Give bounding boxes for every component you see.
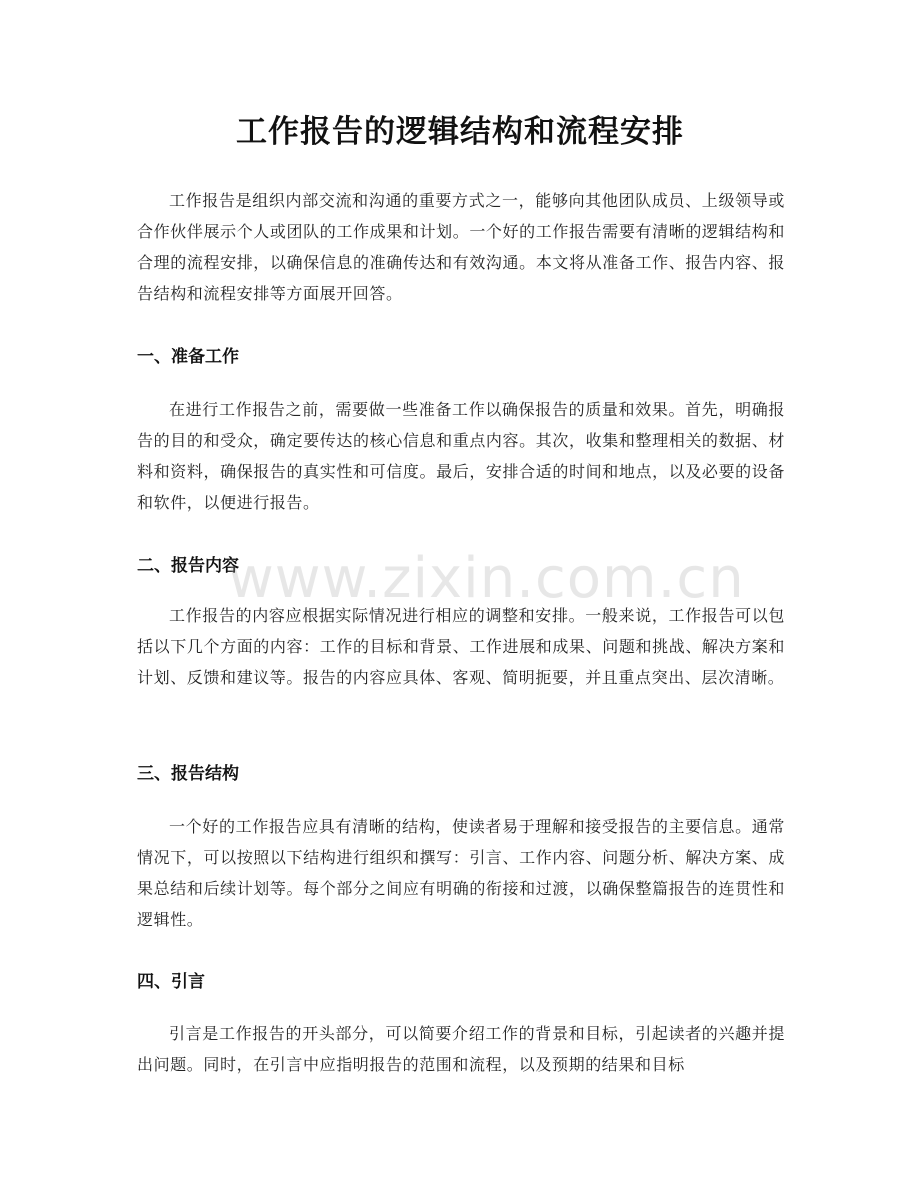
section-body-preparation: 在进行工作报告之前，需要做一些准备工作以确保报告的质量和效果。首先，明确报告的目的和受众，确定要传达的核心信息和重点内容。其次，收集和整理相关的数据、材料和资料，确保报告的真实性和可信度。最后，安排合适的时间和地点，以及必要的设备和软件，以便进行报告。: [137, 400, 785, 512]
section-heading-content: 二、报告内容: [137, 556, 239, 576]
intro-paragraph: 工作报告是组织内部交流和沟通的重要方式之一，能够向其他团队成员、上级领导或合作伙伴展示个人或团队的工作成果和计划。一个好的工作报告需要有清晰的逻辑结构和合理的流程安排，以确保信息的准确传达和有效沟通。本文将从准备工作、报告内容、报告结构和流程安排等方面展开回答。: [137, 191, 785, 303]
watermark: www.zixin.com.cn: [228, 546, 745, 611]
document-title: 工作报告的逻辑结构和流程安排: [236, 114, 684, 150]
section-heading-preparation: 一、准备工作: [137, 347, 239, 367]
section-body-content: 工作报告的内容应根据实际情况进行相应的调整和安排。一般来说，工作报告可以包括以下几个方面的内容：工作的目标和背景、工作进展和成果、问题和挑战、解决方案和计划、反馈和建议等。报告的内容应具体、客观、简明扼要，并且重点突出、层次清晰。: [137, 606, 785, 687]
section-body-introduction: 引言是工作报告的开头部分，可以简要介绍工作的背景和目标，引起读者的兴趣并提出问题。同时，在引言中应指明报告的范围和流程，以及预期的结果和目标: [137, 1024, 785, 1074]
section-body-structure: 一个好的工作报告应具有清晰的结构，使读者易于理解和接受报告的主要信息。通常情况下，可以按照以下结构进行组织和撰写：引言、工作内容、问题分析、解决方案、成果总结和后续计划等。每个部分之间应有明确的衔接和过渡，以确保整篇报告的连贯性和逻辑性。: [137, 817, 785, 929]
section-heading-structure: 三、报告结构: [137, 764, 239, 784]
section-heading-introduction: 四、引言: [137, 972, 205, 992]
